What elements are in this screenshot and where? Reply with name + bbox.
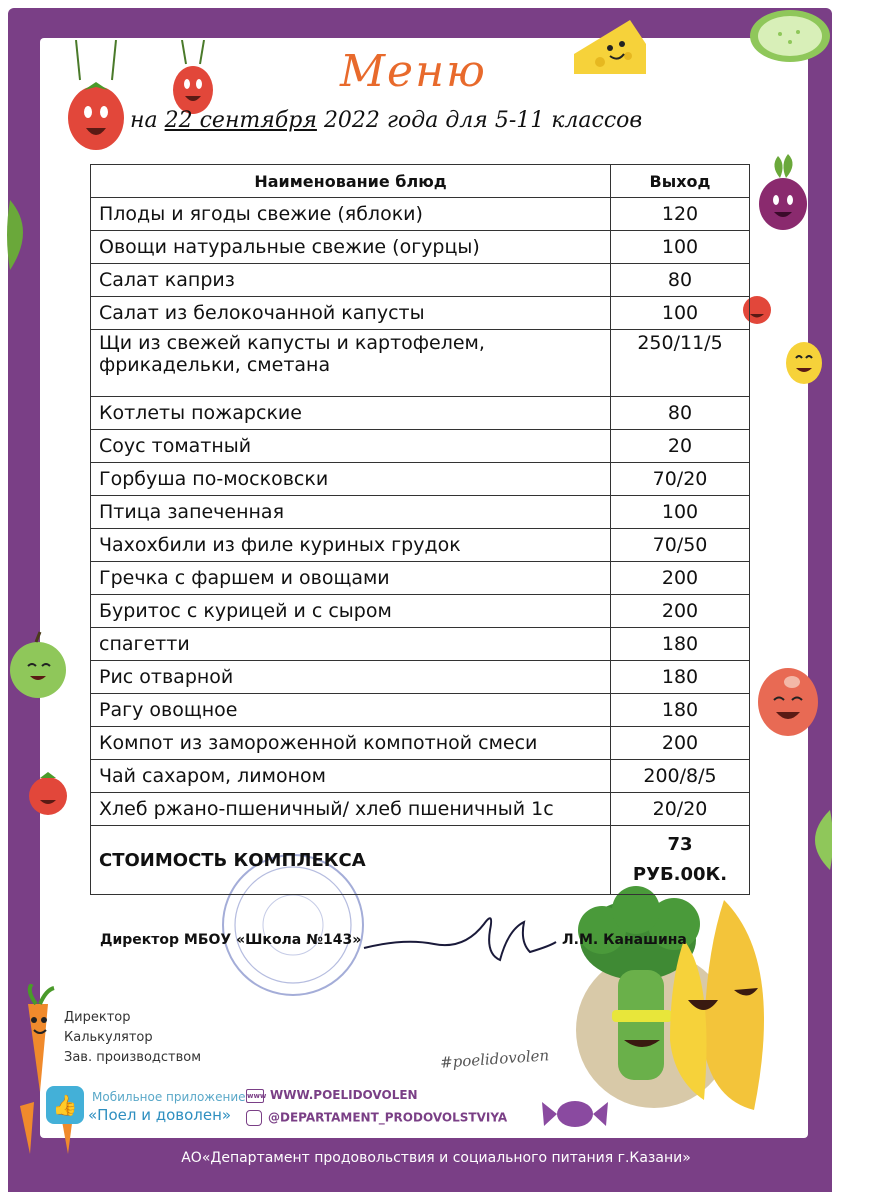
web-icon: www [246,1089,264,1103]
dish-name: Соус томатный [91,430,611,463]
instagram-text[interactable]: @DEPARTAMENT_PRODOVOLSTVIYA [268,1110,508,1125]
website-text[interactable]: WWW.POELIDOVOLEN [270,1088,418,1102]
table-row [91,727,750,760]
instagram-icon [246,1110,262,1126]
subtitle-date: 22 сентября [164,108,317,133]
dish-name: Рис отварной [91,661,611,694]
dish-name: спагетти [91,628,611,661]
dish-name: Компот из замороженной компотной смеси [91,727,611,760]
subtitle-prefix: на [130,108,158,133]
table-row [91,661,750,694]
dish-name: Хлеб ржано-пшеничный/ хлеб пшеничный 1с [91,793,611,826]
dish-name: Гречка с фаршем и овощами [91,562,611,595]
meat-character-icon [754,660,824,740]
table-row [91,760,750,793]
dish-output: 100 [611,297,750,330]
app-label: Мобильное приложение [92,1090,246,1104]
total-value-currency: РУБ.00К. [632,864,728,885]
table-row [91,496,750,529]
dish-name: Щи из свежей капусты и картофелем, фрикадельки, сметана [91,330,611,397]
table-row [91,694,750,727]
dish-output: 200 [611,562,750,595]
total-row [91,826,750,895]
dish-output: 70/50 [611,529,750,562]
total-value-amount: 73 [667,834,693,855]
candy-icon [540,1094,610,1134]
dish-output: 100 [611,496,750,529]
dish-output: 80 [611,397,750,430]
dish-name: Буритос с курицей и с сыром [91,595,611,628]
table-row [91,198,750,231]
dish-output: 80 [611,264,750,297]
dish-output: 250/11/5 [611,330,750,397]
table-row [91,231,750,264]
table-row [91,463,750,496]
lemon-character-icon [784,340,824,386]
footer-strip [8,1140,832,1192]
dish-name: Чахохбили из филе куриных грудок [91,529,611,562]
table-row [91,264,750,297]
dish-output: 180 [611,694,750,727]
director-position: Директор МБОУ «Школа №143» [100,932,362,948]
beet-character-icon [748,152,818,242]
table-row [91,529,750,562]
dish-output: 200/8/5 [611,760,750,793]
dish-output: 180 [611,661,750,694]
website-link[interactable] [246,1088,418,1103]
signature-scribble [360,904,560,974]
dish-output: 70/20 [611,463,750,496]
dish-name: Рагу овощное [91,694,611,727]
total-value [611,826,750,895]
dish-output: 100 [611,231,750,264]
dish-name: Салат каприз [91,264,611,297]
cheese-character-icon [570,14,650,84]
dish-output: 180 [611,628,750,661]
dish-output: 20 [611,430,750,463]
thumbs-up-icon[interactable]: 👍 [46,1086,84,1124]
table-row [91,397,750,430]
dish-output: 200 [611,595,750,628]
menu-subtitle [130,108,642,133]
dish-name: Горбуша по-московски [91,463,611,496]
column-header-output: Выход [611,165,750,198]
director-name: Л.М. Канашина [562,932,687,948]
staff-item: Калькулятор [64,1030,153,1045]
dish-name: Птица запеченная [91,496,611,529]
tomato-character-icon [64,40,134,160]
dish-name: Котлеты пожарские [91,397,611,430]
dish-output: 120 [611,198,750,231]
table-row [91,562,750,595]
cucumber-slice-icon [748,6,832,66]
app-name[interactable]: «Поел и доволен» [88,1106,232,1124]
dish-name: Овощи натуральные свежие (огурцы) [91,231,611,264]
table-row [91,628,750,661]
table-row [91,297,750,330]
table-row [91,430,750,463]
table-header-row [91,165,750,198]
dish-name: Плоды и ягоды свежие (яблоки) [91,198,611,231]
organization-footer: АО«Департамент продовольствия и социального питания г.Казани» [181,1150,691,1166]
table-row [91,793,750,826]
leaf-icon [6,200,36,270]
dish-name: Салат из белокочанной капусты [91,297,611,330]
dish-output: 20/20 [611,793,750,826]
menu-title: Меню [340,46,487,97]
instagram-link[interactable] [246,1110,507,1126]
carrot-character-icon [8,984,68,1094]
staff-item: Директор [64,1010,131,1025]
dish-output: 200 [611,727,750,760]
apple-character-icon [6,630,70,702]
tomato-character-icon [26,770,70,818]
table-row [91,595,750,628]
hashtag: #poelidovolen [439,1046,550,1072]
total-label: СТОИМОСТЬ КОМПЛЕКСА [91,826,611,895]
column-header-name: Наименование блюд [91,165,611,198]
broccoli-banana-characters-icon [574,880,814,1140]
table-row [91,330,750,397]
staff-item: Зав. производством [64,1050,202,1065]
menu-table [90,164,750,895]
subtitle-suffix: 2022 года для 5-11 классов [323,108,643,133]
dish-name: Чай сахаром, лимоном [91,760,611,793]
staff-list [64,1008,201,1068]
leaf-icon [800,810,832,870]
